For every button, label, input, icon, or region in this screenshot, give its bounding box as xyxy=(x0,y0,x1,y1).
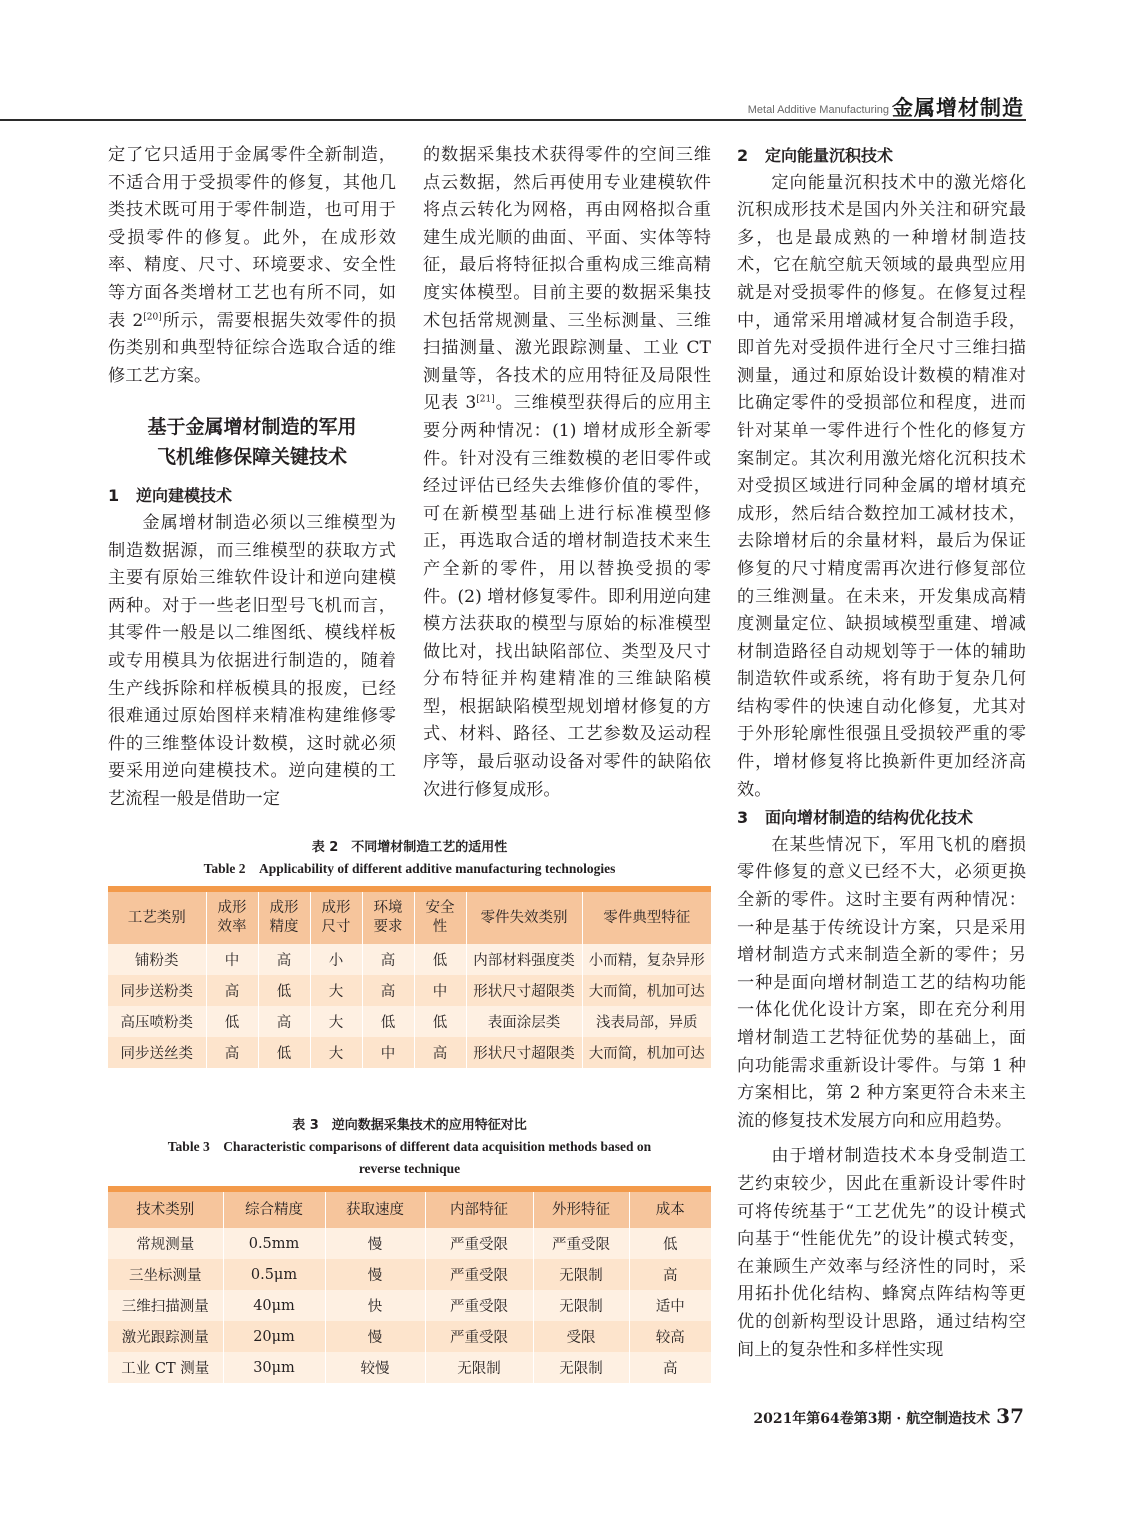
table-cell: 无限制 xyxy=(425,1352,533,1383)
subsection-heading: 2 定向能量沉积技术 xyxy=(737,146,894,165)
table-cell: 20μm xyxy=(223,1321,325,1352)
table-cell: 0.5mm xyxy=(223,1228,325,1259)
table-cell: 严重受限 xyxy=(425,1321,533,1352)
table-header-row xyxy=(108,892,711,944)
table-header-cell: 成形效率 xyxy=(206,892,258,944)
table-cell: 慢 xyxy=(325,1321,425,1352)
paragraph: 的数据采集技术获得零件的空间三维点云数据，然后再使用专业建模软件将点云转化为网格，再由网格拟合重建生成光顺的曲面、平面、实体等特征，最后将特征拟合重构成三维高精度实体模型。目前主要的数据采集技术包括常规测量、三坐标测量、三维扫描测量、激光跟踪测量、工业 CT 测量等，各技术的应用特征及局限性见表 3[21]。三维模型获得后的应用主要分两种情况：(1) 增材成形全新零件。针对没有三维数模的老旧零件或经过评估已经失去维修价值的零件，可在新模型基础上进行标准模型修正，再选取合适的增材制造技术来生产全新的零件，用以替换受损的零件。(2) 增材修复零件。即利用逆向建模方法获取的模型与原始的标准模型做比对，找出缺陷部位、类型及尺寸分布特征并构建精准的三维缺陷模型，根据缺陷模型规划增材修复的方式、材料、路径、工艺参数及运动程序等，最后驱动设备对零件的缺陷依次进行修复成形。 xyxy=(423,145,711,800)
table-cell: 三维扫描测量 xyxy=(108,1290,223,1321)
table-cell: 内部材料强度类 xyxy=(466,944,582,975)
column-3 xyxy=(737,142,1026,1364)
table-cell: 工业 CT 测量 xyxy=(108,1352,223,1383)
table-header-cell: 零件失效类别 xyxy=(466,892,582,944)
table-cell: 高 xyxy=(258,1006,310,1037)
table-cell: 低 xyxy=(414,944,466,975)
table-row xyxy=(108,1352,711,1383)
table-cell: 适中 xyxy=(629,1290,711,1321)
table-cell: 小 xyxy=(310,944,362,975)
header-journal-cn: 金属增材制造 xyxy=(892,96,1024,120)
table-header-cell: 环境要求 xyxy=(362,892,414,944)
citation-ref[interactable]: [21] xyxy=(476,394,495,405)
table-header-cell: 获取速度 xyxy=(325,1192,425,1228)
table-cell: 高 xyxy=(629,1259,711,1290)
table-row xyxy=(108,1228,711,1259)
table-cell: 三坐标测量 xyxy=(108,1259,223,1290)
table-cell: 低 xyxy=(206,1006,258,1037)
paragraph: 定向能量沉积技术中的激光熔化沉积成形技术是国内外关注和研究最多，也是最成熟的一种增材制造技术，它在航空航天领域的最典型应用就是对受损零件的修复。在修复过程中，通常采用增减材复合制造手段，即首先对受损件进行全尺寸三维扫描测量，通过和原始设计数模的精准对比确定零件的受损部位和程度，进而针对某单一零件进行个性化的修复方案制定。其次利用激光熔化沉积技术对受损区域进行同种金属的增材填充成形，然后结合数控加工减材技术，去除增材后的余量材料，最后为保证修复的尺寸精度需再次进行修复部位的三维测量。在未来，开发集成高精度测量定位、缺损域模型重建、增减材制造路径自动规划等于一体的辅助制造软件或系统，将有助于复杂几何结构零件的快速自动化修复，尤其对于外形轮廓性很强且受损较严重的零件，增材修复将比换新件更加经济高效。 xyxy=(737,172,1026,800)
table-header-cell: 技术类别 xyxy=(108,1192,223,1228)
table-header-cell: 安全性 xyxy=(414,892,466,944)
table-cell: 0.5μm xyxy=(223,1259,325,1290)
table-header-cell: 零件典型特征 xyxy=(582,892,711,944)
table-2 xyxy=(108,838,711,1068)
table-cell: 无限制 xyxy=(533,1352,629,1383)
table-header-cell: 综合精度 xyxy=(223,1192,325,1228)
table-cell: 大 xyxy=(310,1037,362,1068)
table-header-cell: 工艺类别 xyxy=(108,892,206,944)
page-number: 37 xyxy=(996,1404,1024,1428)
table-cell: 高压喷粉类 xyxy=(108,1006,206,1037)
paragraph: 定了它只适用于金属零件全新制造，不适合用于受损零件的修复，其他几类技术既可用于零件制造，也可用于受损零件的修复。此外，在成形效率、精度、尺寸、环境要求、安全性等方面各类增材工艺也有所不同，如表 2[20]所示，需要根据失效零件的损伤类别和典型特征综合选取合适的维修工艺方案。 xyxy=(108,145,396,386)
subsection-heading: 3 面向增材制造的结构优化技术 xyxy=(737,808,974,828)
section-title: 基于金属增材制造的军用 飞机维修保障关键技术 xyxy=(147,416,357,469)
table-row xyxy=(108,1290,711,1321)
citation-ref[interactable]: [20] xyxy=(143,311,162,322)
table-cell: 激光跟踪测量 xyxy=(108,1321,223,1352)
table-cell: 较慢 xyxy=(325,1352,425,1383)
table-cell: 低 xyxy=(362,1006,414,1037)
table-header-cell: 内部特征 xyxy=(425,1192,533,1228)
table-caption-cn: 表 3 逆向数据采集技术的应用特征对比 xyxy=(292,1118,527,1133)
table-cell: 严重受限 xyxy=(425,1228,533,1259)
table-header-row xyxy=(108,1192,711,1228)
paragraph: 金属增材制造必须以三维模型为制造数据源，而三维模型的获取方式主要有原始三维软件设计和逆向建模两种。对于一些老旧型号飞机而言，其零件一般是以二维图纸、模线样板或专用模具为依据进行制造的，随着生产线拆除和样板模具的报废，已经很难通过原始图样来精准构建维修零件的三维整体设计数模，这时就必须要采用逆向建模技术。逆向建模的工艺流程一般是借助一定 xyxy=(108,512,396,809)
table-cell: 中 xyxy=(414,975,466,1006)
table-cell: 同步送丝类 xyxy=(108,1037,206,1068)
table-cell: 形状尺寸超限类 xyxy=(466,1037,582,1068)
column-1 xyxy=(108,142,396,813)
table-cell: 铺粉类 xyxy=(108,944,206,975)
subsection-heading: 1 逆向建模技术 xyxy=(108,486,233,506)
table-cell: 中 xyxy=(362,1037,414,1068)
table-header-cell: 成本 xyxy=(629,1192,711,1228)
table-cell: 高 xyxy=(362,944,414,975)
table-row xyxy=(108,1321,711,1352)
table-cell: 严重受限 xyxy=(425,1290,533,1321)
table-3 xyxy=(108,1116,711,1383)
table-cell: 受限 xyxy=(533,1321,629,1352)
table-cell: 高 xyxy=(206,975,258,1006)
table-cell: 严重受限 xyxy=(425,1259,533,1290)
table-cell: 低 xyxy=(629,1228,711,1259)
table-cell: 30μm xyxy=(223,1352,325,1383)
table-cell: 常规测量 xyxy=(108,1228,223,1259)
table-cell: 严重受限 xyxy=(533,1228,629,1259)
table-cell: 慢 xyxy=(325,1228,425,1259)
table-cell: 大 xyxy=(310,975,362,1006)
table-cell: 低 xyxy=(414,1006,466,1037)
paragraph: 由于增材制造技术本身受制造工艺约束较少，因此在重新设计零件时可将传统基于“工艺优先”的设计模式向基于“性能优先”的设计模式转变，在兼顾生产效率与经济性的同时，采用拓扑优化结构、蜂窝点阵结构等更优的创新构型设计思路，通过结构空间上的复杂性和多样性实现 xyxy=(737,1146,1026,1360)
table-header-cell: 外形特征 xyxy=(533,1192,629,1228)
table-cell: 高 xyxy=(414,1037,466,1068)
table-caption-en: Table 2 Applicability of different additive manufacturing technologies xyxy=(203,861,616,876)
table-cell: 低 xyxy=(258,1037,310,1068)
table-cell: 表面涂层类 xyxy=(466,1006,582,1037)
table-cell: 慢 xyxy=(325,1259,425,1290)
table-cell: 高 xyxy=(629,1352,711,1383)
table-cell: 高 xyxy=(362,975,414,1006)
header-rule xyxy=(0,119,1026,121)
footer-journal: 2021年第64卷第3期 · 航空制造技术 xyxy=(753,1411,991,1427)
table-cell: 浅表局部，异质 xyxy=(582,1006,711,1037)
header-journal-en: Metal Additive Manufacturing xyxy=(747,104,889,116)
table-cell: 无限制 xyxy=(533,1259,629,1290)
table-cell: 40μm xyxy=(223,1290,325,1321)
table-row xyxy=(108,1259,711,1290)
page-footer xyxy=(753,1404,1024,1428)
table-cell: 大而简，机加可达 xyxy=(582,975,711,1006)
table-cell: 低 xyxy=(258,975,310,1006)
table-cell: 同步送粉类 xyxy=(108,975,206,1006)
table-row xyxy=(108,1037,711,1068)
table-cell: 无限制 xyxy=(533,1290,629,1321)
table-header-cell: 成形尺寸 xyxy=(310,892,362,944)
table-row xyxy=(108,1006,711,1037)
table-row xyxy=(108,975,711,1006)
table-cell: 大而简，机加可达 xyxy=(582,1037,711,1068)
table-cell: 较高 xyxy=(629,1321,711,1352)
table-cell: 小而精，复杂异形 xyxy=(582,944,711,975)
table-cell: 高 xyxy=(258,944,310,975)
column-2 xyxy=(423,142,711,804)
table-caption-en: Table 3 Characteristic comparisons of different data acquisition methods based on xyxy=(167,1139,652,1154)
table-cell: 形状尺寸超限类 xyxy=(466,975,582,1006)
table-cell: 中 xyxy=(206,944,258,975)
table-caption-cn: 表 2 不同增材制造工艺的适用性 xyxy=(311,840,508,855)
table-cell: 大 xyxy=(310,1006,362,1037)
paragraph: 在某些情况下，军用飞机的磨损零件修复的意义已经不大，必须更换全新的零件。这时主要有两种情况：一种是基于传统设计方案，只是采用增材制造方式来制造全新的零件；另一种是面向增材制造工艺的结构功能一体化优化设计方案，即在充分利用增材制造工艺特征优势的基础上，面向功能需求重新设计零件。与第 1 种方案相比，第 2 种方案更符合未来主流的修复技术发展方向和应用趋势。 xyxy=(737,834,1026,1131)
table-cell: 高 xyxy=(206,1037,258,1068)
table-caption-en: reverse technique xyxy=(358,1161,461,1176)
table-header-cell: 成形精度 xyxy=(258,892,310,944)
table-row xyxy=(108,944,711,975)
table-cell: 快 xyxy=(325,1290,425,1321)
